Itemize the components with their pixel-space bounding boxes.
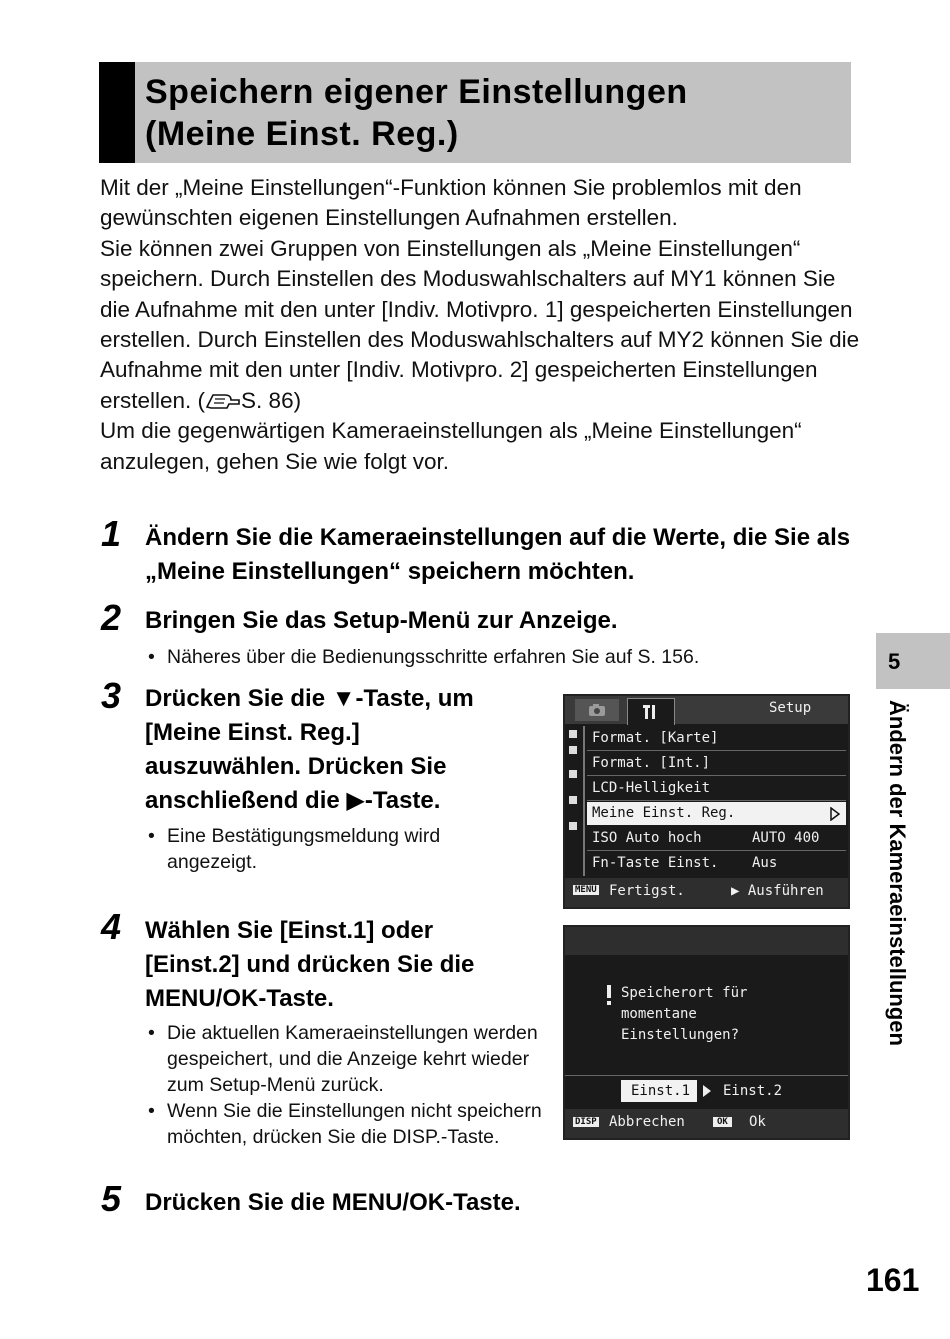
confirm-message-line2: momentane — [621, 1006, 697, 1022]
option-settings-2[interactable]: Einst.2 — [723, 1083, 783, 1099]
section-title-line1: Speichern eigener Einstellungen — [145, 73, 688, 111]
menu-item-iso-auto-high[interactable]: ISO Auto hoch AUTO 400 — [587, 827, 846, 851]
footer-ok-label: Ok — [749, 1114, 766, 1130]
step-3-number: 3 — [101, 675, 122, 716]
camera-setup-menu-screen — [563, 694, 850, 909]
intro-text — [100, 173, 870, 477]
step-4-bullets — [145, 1020, 545, 1150]
confirm-message-line1: Speicherort für — [621, 985, 748, 1001]
setup-label: Setup — [769, 700, 812, 716]
footer-execute-label: ▶ Ausführen — [731, 883, 824, 899]
step-2-number: 2 — [101, 597, 122, 638]
intro-paragraph-1: Mit der „Meine Einstellungen“-Funktion können Sie problemlos mit den gewünschten eigenen Einstellungen Aufnahmen erstellen. — [100, 175, 802, 231]
screen2-header — [565, 927, 848, 955]
menu-key-icon: MENU — [575, 885, 597, 895]
step-3-bullets — [145, 823, 525, 875]
intro-paragraph-2-text: Sie können zwei Gruppen von Einstellungen als „Meine Einstellungen“ speichern. Durch Einstellen des Moduswahlschalters auf MY1 können Sie die Aufnahme mit den unter [Indiv. Motivpro. 1] gespeicherten Einstellungen erstellen. Durch Einstellen des Moduswahlschalters auf MY2 können Sie die Aufnahme mit den unter [Indiv. Motivpro. 2] gespeicherten Einstellungen erstellen. ( — [100, 235, 860, 413]
screen1-footer — [565, 878, 848, 907]
intro-paragraph-3: Um die gegenwärtigen Kameraeinstellungen als „Meine Einstellungen“ anzulegen, gehen Sie wie folgt vor. — [100, 418, 802, 474]
section-title-line2: (Meine Einst. Reg.) — [145, 115, 459, 153]
page-indicator — [569, 730, 577, 870]
step-3-bullet-1: • Eine Bestätigungsmeldung wird angezeigt. — [145, 823, 525, 875]
section-title — [145, 71, 688, 155]
screen2-footer — [565, 1109, 848, 1138]
option-settings-1-selected[interactable]: Einst.1 — [621, 1080, 697, 1102]
menu-item-format-card[interactable]: Format. [Karte] — [587, 727, 846, 751]
option-arrow-right-icon — [703, 1085, 711, 1097]
arrow-right-icon — [830, 807, 840, 821]
menu-item-format-internal[interactable]: Format. [Int.] — [587, 752, 846, 776]
step-3-title-line1: Drücken Sie die ▼-Taste, um — [145, 685, 474, 712]
confirm-message-line3: Einstellungen? — [621, 1027, 740, 1043]
step-4-bullet-2: • Wenn Sie die Einstellungen nicht speichern möchten, drücken Sie die DISP.-Taste. — [145, 1098, 545, 1150]
setup-tab — [627, 698, 675, 725]
footer-cancel-label: Abbrechen — [609, 1114, 685, 1130]
step-4-title-line2: [Einst.2] und drücken Sie die — [145, 951, 475, 978]
camera-icon — [575, 699, 619, 721]
reference-hand-icon — [205, 389, 241, 411]
chapter-title-vertical: Ändern der Kameraeinstellungen — [885, 700, 910, 1046]
menu-item-fn-button[interactable]: Fn-Taste Einst. Aus — [592, 855, 778, 871]
step-3-title-line3: auszuwählen. Drücken Sie — [145, 753, 447, 780]
step-3-title-line4: anschließend die ▶-Taste. — [145, 787, 441, 814]
camera-tab — [575, 699, 619, 721]
step-4-title-line3: MENU/OK-Taste. — [145, 985, 334, 1012]
screen2-divider — [565, 1075, 848, 1076]
step-4-title — [145, 914, 555, 1016]
step-1-title: Ändern Sie die Kameraeinstellungen auf die Werte, die Sie als „Meine Einstellungen“ speichern möchten. — [145, 524, 851, 585]
step-5-title: Drücken Sie die MENU/OK-Taste. — [145, 1189, 521, 1216]
step-3-title — [145, 682, 555, 818]
step-2-bullet-1: • Näheres über die Bedienungsschritte erfahren Sie auf S. 156. — [145, 644, 845, 670]
step-2-title: Bringen Sie das Setup-Menü zur Anzeige. — [145, 607, 618, 634]
menu-divider — [583, 726, 585, 876]
wrench-icon — [628, 699, 674, 725]
footer-finish-label: Fertigst. — [609, 883, 685, 899]
menu-item-lcd-brightness[interactable]: LCD-Helligkeit — [587, 777, 846, 801]
step-2-bullets — [145, 644, 845, 670]
step-1-number: 1 — [101, 513, 122, 554]
step-4-bullet-1: • Die aktuellen Kameraeinstellungen werden gespeichert, und die Anzeige kehrt wieder zum Setup-Menü zurück. — [145, 1020, 545, 1098]
menu-item-my-settings-selected[interactable]: Meine Einst. Reg. — [587, 802, 846, 825]
step-5-number: 5 — [101, 1178, 122, 1219]
step-3-title-line2: [Meine Einst. Reg.] — [145, 719, 360, 746]
chapter-tab — [876, 633, 950, 689]
chapter-number: 5 — [888, 649, 901, 674]
step-4-number: 4 — [101, 906, 122, 947]
intro-paragraph-2 — [100, 234, 870, 416]
step-4-title-line1: Wählen Sie [Einst.1] oder — [145, 917, 434, 944]
page-number: 161 — [866, 1262, 920, 1298]
ok-key-icon: OK — [713, 1117, 732, 1127]
exclamation-icon — [605, 984, 613, 1006]
confirm-message — [621, 983, 747, 1046]
disp-key-icon: DISP — [575, 1117, 597, 1127]
camera-confirm-screen — [563, 925, 850, 1140]
section-title-box — [99, 62, 851, 163]
intro-page-ref: S. 86) — [241, 387, 302, 413]
title-accent-bar — [99, 62, 135, 163]
